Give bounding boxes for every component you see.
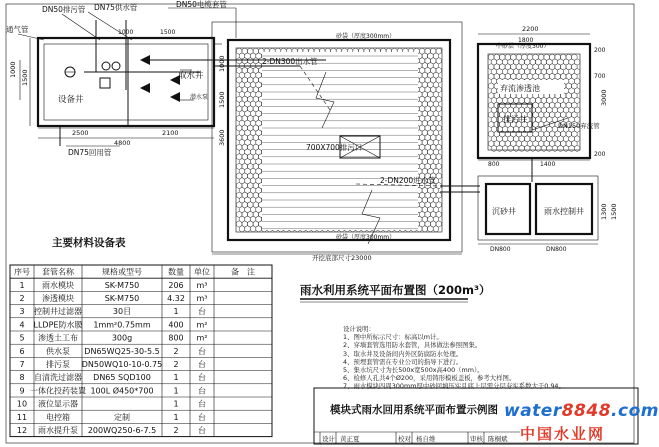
table-cell: 1	[173, 399, 179, 409]
dim-room-1000-top: 1000	[118, 29, 134, 36]
hatch-cell	[530, 145, 536, 151]
hatch-cell	[541, 145, 547, 151]
dim-filter-200b: 200	[594, 151, 606, 158]
dim-filter-2200: 2200	[522, 25, 539, 33]
table-cell: 渗透土工布	[38, 333, 78, 343]
table-header-cell: 单位	[194, 267, 210, 277]
watermark-brand	[504, 401, 659, 421]
dim-filter-700: 700	[594, 73, 606, 80]
table-cell: 200WQ250-6-7.5	[87, 426, 157, 435]
label-return-pipe: DN75回用管	[68, 148, 112, 157]
table-cell: 1	[173, 386, 179, 396]
table-cell: 台	[198, 346, 206, 356]
table-cell: DN65WQ25-30-5.5	[84, 346, 160, 356]
table-cell: 雨水模块	[42, 280, 74, 290]
dim-room-4800: 4800	[114, 139, 131, 147]
table-cell: 1mm²0.75mm	[93, 320, 151, 330]
hatch-cell	[569, 145, 575, 151]
table-cell: m²	[196, 320, 208, 330]
table-cell: 台	[198, 373, 206, 383]
hatch-cell	[422, 226, 428, 232]
check-label: 校对	[398, 435, 411, 443]
table-cell: 30目	[112, 307, 132, 317]
table-cell: 8	[19, 373, 25, 383]
label-drain-well: 排污井	[503, 115, 527, 124]
table-cell: 3	[19, 307, 25, 317]
dim-filter-3000: 3000	[600, 89, 608, 106]
hatch-cell	[433, 226, 439, 232]
dim-filter-800: 800	[488, 161, 500, 168]
table-cell: 供水泵	[46, 346, 70, 356]
table-cell: 自清洗过滤器	[34, 373, 82, 383]
project-title: 模块式雨水回用系统平面布置示例图	[330, 404, 498, 416]
dim-control-1300: 1300	[600, 203, 608, 220]
table-cell: 400	[168, 320, 184, 330]
table-cell: 雨水提升泵	[38, 426, 78, 435]
dim-room-1500-right: 1500	[218, 91, 226, 108]
hatch-cell	[547, 145, 553, 151]
label-sewer-pipe: DN50排污管	[42, 5, 86, 14]
hatch-cell	[513, 145, 519, 151]
hatch-cell	[519, 145, 525, 151]
table-cell: 控制井过滤器	[34, 307, 82, 317]
hatch-cell	[563, 145, 569, 151]
watermark-brand-a: water	[504, 401, 562, 421]
label-equipment-room: 设备井	[58, 95, 84, 105]
watermark-logo	[502, 401, 659, 445]
table-cell: 定制	[114, 412, 130, 422]
table-cell: LLDPE防水膜	[33, 320, 83, 330]
dim-room-1000-right: 1000	[218, 55, 226, 72]
table-cell: 11	[16, 412, 28, 422]
label-sandbag-bottom: 砂袋（厚度300mm）	[336, 234, 396, 241]
table-cell: 1	[19, 280, 25, 290]
table-cell: 100L Ø450*700	[90, 386, 154, 396]
note-line: 3、取水井及设备间内外区防腐防水处理。	[343, 349, 463, 358]
table-header-cell: 序号	[14, 267, 30, 277]
watermark-brand-c: .com	[611, 401, 659, 421]
table-cell: 1	[173, 307, 179, 317]
table-cell: SK-M750	[104, 280, 140, 290]
table-cell: m²	[196, 333, 208, 343]
hatch-cell	[525, 145, 531, 151]
note-line: 2、穿墙套管选用防水套管，具体做法参照图集。	[343, 341, 482, 350]
pump-triangle	[170, 92, 180, 102]
table-cell: 5	[19, 333, 25, 343]
table-cell: 206	[168, 280, 184, 290]
hatch-cell	[558, 145, 564, 151]
label-sedimentation-well: 沉砂井	[492, 207, 516, 216]
table-cell: DN50WQ10-10-0.75	[81, 360, 163, 369]
table-cell: m³	[196, 294, 208, 303]
seepage-hatch	[488, 54, 580, 152]
seepage-pool	[478, 25, 608, 182]
designer-name: 黄正夏	[340, 435, 360, 443]
table-cell: 6	[19, 346, 25, 356]
table-cell: DN65 SQD100	[93, 373, 151, 383]
table-cell: 7	[19, 360, 25, 369]
dim-filter-1400: 1400	[540, 161, 556, 168]
table-cell: 800	[168, 333, 184, 343]
table-cell: 300g	[111, 333, 133, 343]
dim-control-dn800b: DN800	[546, 246, 567, 253]
pump-symbol	[102, 62, 110, 70]
dim-room-1500-top: 1500	[160, 29, 176, 36]
note-line: 7、雨水模块四周300mm厚中砂回填压实且底上层需分层夯实系数大于0.94。	[343, 382, 565, 391]
reviewer-name: 陈桐斌	[488, 435, 508, 443]
hatch-cell	[536, 145, 542, 151]
dim-room-2100: 2100	[162, 129, 179, 137]
plan-title: 雨水利用系统平面布置图（200m³）	[300, 283, 491, 297]
label-seepage-pool: 弃流渗透池	[500, 84, 540, 93]
watermark-brand-b: 8848	[561, 401, 612, 421]
hatch-cell	[574, 145, 580, 151]
hatch-cell	[428, 226, 434, 232]
control-wells	[478, 176, 618, 253]
review-label: 审核	[470, 435, 483, 443]
dim-filter-1800: 1800	[518, 37, 534, 44]
label-sandbag-top: 砂袋（厚度300mm）	[336, 33, 396, 40]
table-cell: 排污泵	[46, 360, 70, 369]
dim-room-1000-left: 1000	[9, 61, 17, 78]
dim-tank-3600: 3600	[218, 129, 226, 146]
table-cell: 1	[173, 412, 179, 422]
table-cell: 2	[173, 426, 179, 435]
table-cell: 9	[19, 386, 25, 396]
label-intake-well: 取水井	[178, 71, 204, 81]
table-cell: 2	[173, 346, 179, 356]
table-cell: 台	[198, 386, 206, 396]
label-vent-pipe: 通气管	[6, 25, 29, 34]
label-supply-pipe: DN75供水管	[94, 3, 138, 12]
label-submersible-pump: 潜水泵	[190, 94, 209, 101]
storage-tank	[212, 22, 480, 262]
table-header-cell: 数量	[168, 267, 184, 277]
hatch-cell	[502, 145, 508, 151]
design-notes	[343, 325, 599, 391]
design-label: 设计	[322, 435, 335, 443]
pump-symbol	[112, 62, 120, 70]
dim-room-2500: 2500	[72, 129, 89, 137]
hatch-cell	[245, 226, 251, 232]
checker-name: 杨自维	[416, 435, 436, 443]
table-cell: 4.32	[167, 294, 185, 303]
filter-symbol	[100, 78, 110, 88]
table-cell: 1	[173, 373, 179, 383]
dim-control-dn800a: DN800	[490, 246, 511, 253]
label-inlet-pipes: 2-DN200进水管	[380, 176, 436, 185]
table-cell: 2	[19, 294, 25, 303]
label-discard-pipe: DN150弃流管	[558, 122, 600, 130]
label-sand-layer: 中砂层（厚度300）	[496, 43, 550, 50]
note-line: 1、图中所标示尺寸：标高以m计。	[343, 333, 443, 342]
dim-control-1500: 1500	[610, 203, 618, 220]
label-overflow-outlet: 700X700排污口	[306, 143, 363, 152]
hatch-cell	[508, 145, 514, 151]
table-header-cell: 备 注	[231, 267, 255, 277]
note-line: 5、集水坑尺寸为长500x宽500x高400（mm）。	[343, 366, 484, 375]
dim-filter-200a: 200	[594, 47, 606, 54]
label-outlet-pipes: 2-DN300出水管	[262, 57, 318, 66]
dim-room-1500-left: 1500	[21, 69, 29, 86]
table-cell: 2	[173, 360, 179, 369]
table-cell: 电控箱	[46, 412, 70, 422]
hatch-cell	[256, 226, 262, 232]
table-cell: 台	[198, 412, 206, 422]
hatch-cell	[250, 226, 256, 232]
notes-title: 设计说明：	[343, 325, 375, 333]
table-cell: 一体化投药装置	[30, 386, 86, 396]
table-cell: 12	[16, 426, 28, 435]
materials-table	[10, 265, 272, 437]
watermark-cn: 中国水业网	[520, 425, 606, 443]
table-cell: 台	[198, 360, 206, 369]
table-cell: 台	[198, 399, 206, 409]
label-control-well: 雨水控制井	[544, 207, 584, 216]
hatch-cell	[497, 145, 503, 151]
hatch-cell	[239, 226, 245, 232]
table-header-cell: 规格或型号	[102, 267, 142, 277]
table-cell: m³	[196, 280, 208, 290]
note-line: 6、检修人孔共4个Ø200，采用铸形模板盖板，参考大样图。	[343, 374, 516, 383]
hatch-cell	[552, 145, 558, 151]
table-cell: 台	[198, 307, 206, 317]
materials-title: 主要材料设备表	[52, 237, 126, 249]
equipment-room	[6, 0, 240, 157]
pump-triangle	[140, 83, 150, 93]
pump-triangle	[140, 55, 150, 65]
table-cell: 10	[16, 399, 28, 409]
hatch-cell	[491, 145, 497, 151]
table-header-cell: 套管名称	[42, 267, 74, 277]
notes-list	[343, 333, 599, 390]
table-cell: SK-M750	[104, 294, 140, 303]
note-line: 4、预埋套管需在专业公司的指导下进行。	[343, 357, 463, 366]
table-cell: 4	[19, 320, 25, 330]
table-cell: 渗透模块	[42, 294, 74, 303]
label-cable-sleeve: DN50电缆套管	[176, 0, 227, 9]
table-cell: 液位显示器	[38, 399, 78, 409]
dim-tank-23000: 开挖底部尺寸23000	[312, 254, 372, 262]
table-cell: 台	[198, 426, 206, 435]
